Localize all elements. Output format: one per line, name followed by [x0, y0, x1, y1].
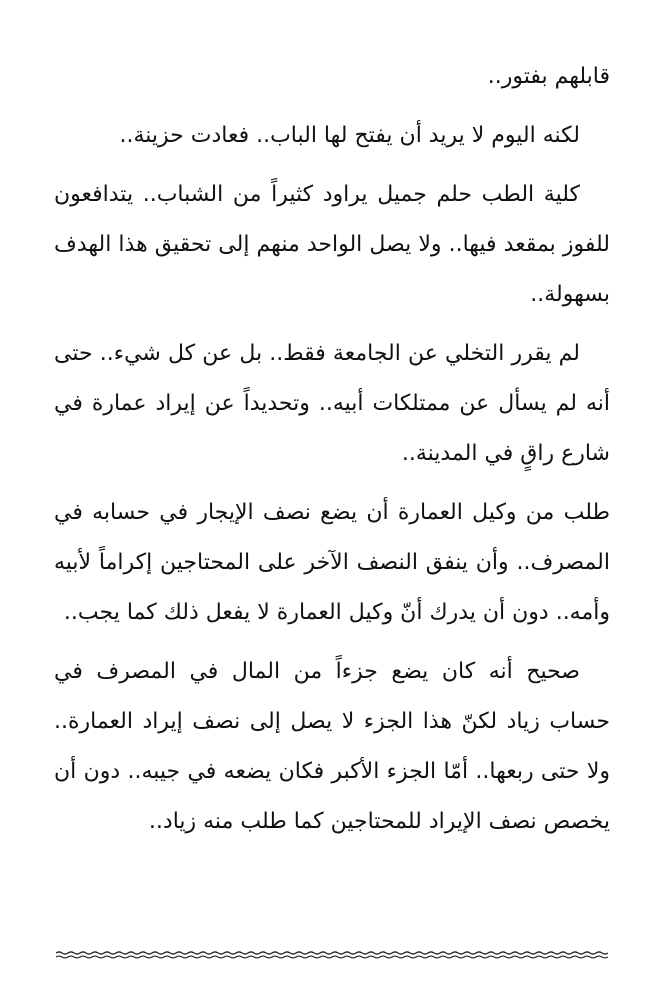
wavy-divider-line [56, 952, 608, 954]
wavy-divider [56, 948, 608, 962]
paragraph-1: قابلهم بفتور.. [487, 64, 610, 89]
paragraph-2: لكنه اليوم لا يريد أن يفتح لها الباب.. فعادت حزينة.. [119, 123, 580, 148]
paragraph-3: كلية الطب حلم جميل يراود كثيراً من الشباب.. يتدافعون للفوز بمقعد فيها.. ولا يصل الواحد منهم إلى تحقيق هذا الهدف بسهولة.. [54, 182, 610, 307]
wavy-divider-line-2 [56, 956, 608, 958]
paragraph-4: لم يقرر التخلي عن الجامعة فقط.. بل عن كل شيء.. حتى أنه لم يسأل عن ممتلكات أبيه.. وتحديداً عن إيراد عمارة في شارع راقٍ في المدينة.. [54, 341, 610, 466]
paragraph-5: طلب من وكيل العمارة أن يضع نصف الإيجار في حسابه في المصرف.. وأن ينفق النصف الآخر على المحتاجين إكراماً لأبيه وأمه.. دون أن يدرك أنّ وكيل العمارة لا يفعل ذلك كما يجب.. [54, 500, 610, 625]
paragraph-6: صحيح أنه كان يضع جزءاً من المال في المصرف في حساب زياد لكنّ هذا الجزء لا يصل إلى نصف إيراد العمارة.. ولا حتى ربعها.. أمّا الجزء الأكبر فكان يضعه في جيبه.. دون أن يخصص نصف الإيراد للمحتاجين كما طلب منه زياد.. [54, 659, 610, 834]
document-page [54, 52, 610, 856]
